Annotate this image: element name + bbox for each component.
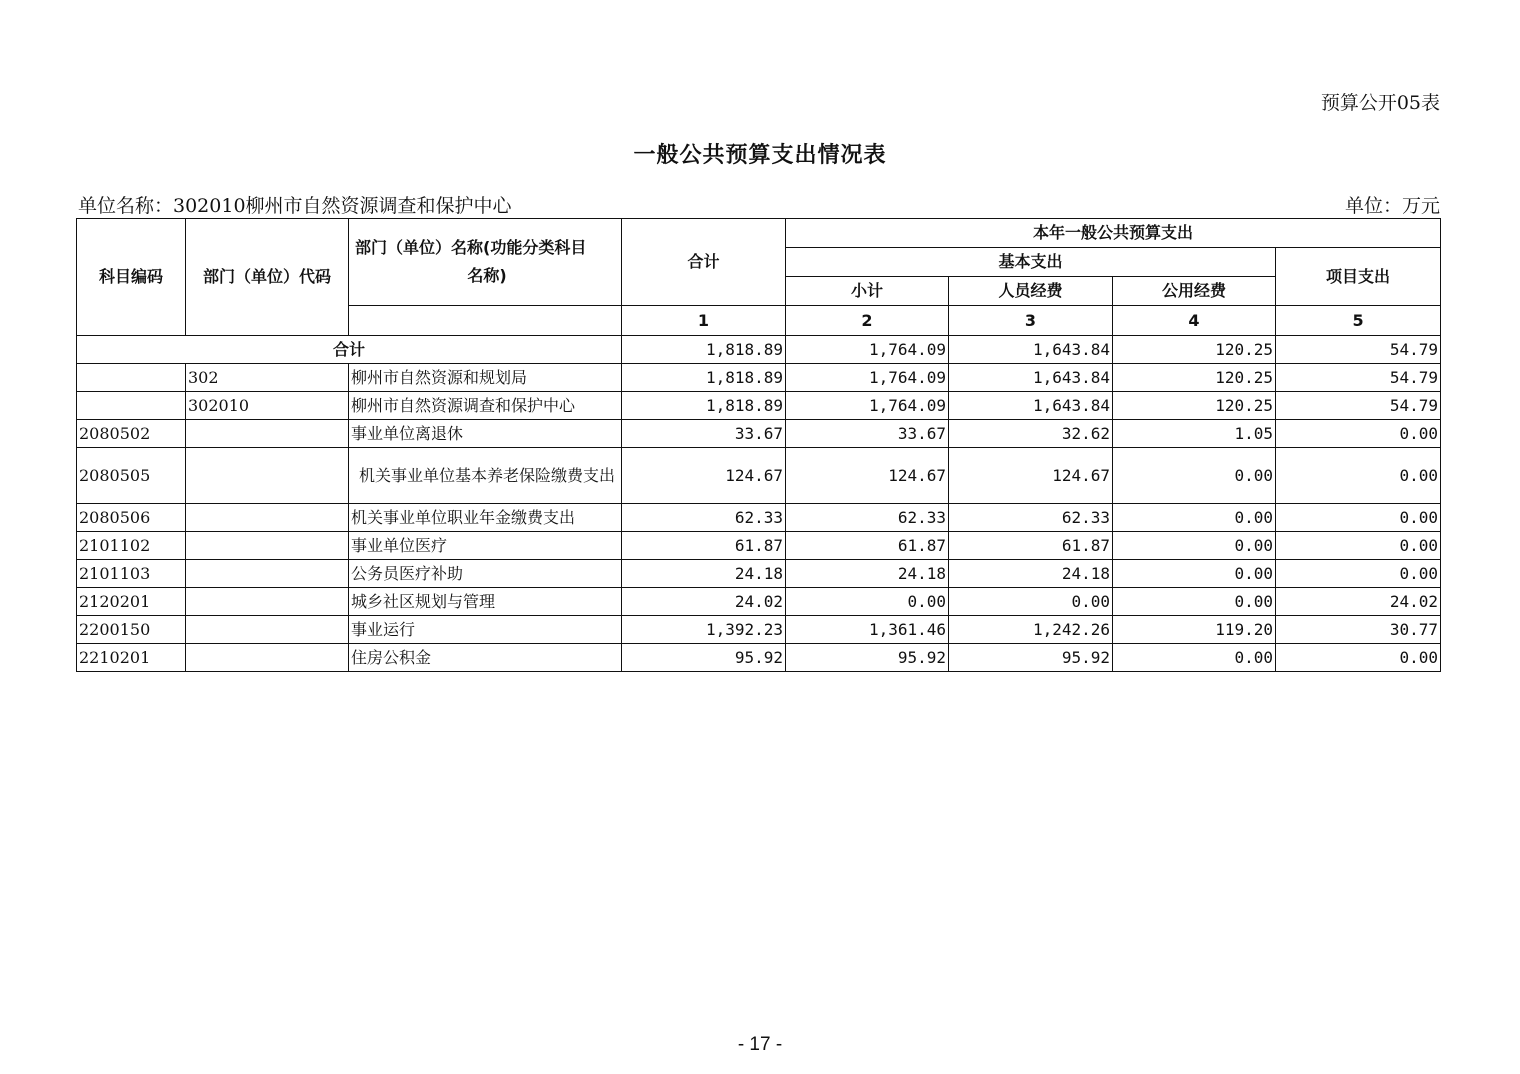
table-row bbox=[77, 420, 1441, 448]
cell-project: 0.00 bbox=[1276, 560, 1441, 588]
cell-name: 事业单位医疗 bbox=[349, 532, 622, 560]
cell-name: 柳州市自然资源和规划局 bbox=[349, 364, 622, 392]
cell-code: 2080505 bbox=[77, 448, 186, 504]
header-subject-code: 科目编码 bbox=[77, 219, 186, 336]
cell-total: 1,392.23 bbox=[622, 616, 786, 644]
header-dept-name bbox=[349, 219, 622, 306]
cell-public: 119.20 bbox=[1113, 616, 1276, 644]
cell-subtotal: 61.87 bbox=[786, 532, 949, 560]
cell-total: 61.87 bbox=[622, 532, 786, 560]
cell-code: 2080506 bbox=[77, 504, 186, 532]
cell-project: 54.79 bbox=[1276, 364, 1441, 392]
cell-code bbox=[77, 392, 186, 420]
cell-dept bbox=[186, 504, 349, 532]
cell-dept bbox=[186, 420, 349, 448]
cell-personnel: 62.33 bbox=[949, 504, 1113, 532]
cell-personnel: 95.92 bbox=[949, 644, 1113, 672]
cell-subtotal: 124.67 bbox=[786, 448, 949, 504]
cell-subtotal: 0.00 bbox=[786, 588, 949, 616]
cell-total: 33.67 bbox=[622, 420, 786, 448]
table-row bbox=[77, 504, 1441, 532]
table-row bbox=[77, 644, 1441, 672]
table-row bbox=[77, 616, 1441, 644]
cell-public: 0.00 bbox=[1113, 532, 1276, 560]
cell-project: 54.79 bbox=[1276, 392, 1441, 420]
table-row bbox=[77, 560, 1441, 588]
cell-subtotal: 1,764.09 bbox=[786, 336, 949, 364]
cell-subtotal: 95.92 bbox=[786, 644, 949, 672]
cell-public: 0.00 bbox=[1113, 644, 1276, 672]
cell-code: 2101102 bbox=[77, 532, 186, 560]
total-row bbox=[77, 336, 1441, 364]
total-label: 合计 bbox=[77, 336, 622, 364]
cell-name: 机关事业单位职业年金缴费支出 bbox=[349, 504, 622, 532]
cell-subtotal: 24.18 bbox=[786, 560, 949, 588]
cell-name: 机关事业单位基本养老保险缴费支出 bbox=[349, 448, 622, 504]
cell-public: 120.25 bbox=[1113, 364, 1276, 392]
cell-dept bbox=[186, 532, 349, 560]
cell-dept: 302 bbox=[186, 364, 349, 392]
cell-code bbox=[77, 364, 186, 392]
cell-subtotal: 1,764.09 bbox=[786, 392, 949, 420]
col-num: 4 bbox=[1113, 306, 1276, 336]
cell-project: 0.00 bbox=[1276, 644, 1441, 672]
cell-personnel: 124.67 bbox=[949, 448, 1113, 504]
cell-subtotal: 1,764.09 bbox=[786, 364, 949, 392]
cell-public: 120.25 bbox=[1113, 336, 1276, 364]
page-title: 一般公共预算支出情况表 bbox=[633, 142, 887, 168]
cell-project: 0.00 bbox=[1276, 448, 1441, 504]
cell-project: 30.77 bbox=[1276, 616, 1441, 644]
header-basic: 基本支出 bbox=[786, 248, 1276, 277]
cell-dept bbox=[186, 616, 349, 644]
cell-project: 0.00 bbox=[1276, 532, 1441, 560]
form-number: 预算公开05表 bbox=[1320, 92, 1440, 114]
header-dept-code: 部门（单位）代码 bbox=[186, 219, 349, 336]
cell-total: 1,818.89 bbox=[622, 392, 786, 420]
cell-project: 54.79 bbox=[1276, 336, 1441, 364]
cell-name: 事业运行 bbox=[349, 616, 622, 644]
cell-personnel: 1,643.84 bbox=[949, 392, 1113, 420]
cell-public: 0.00 bbox=[1113, 448, 1276, 504]
cell-dept bbox=[186, 588, 349, 616]
cell-name: 住房公积金 bbox=[349, 644, 622, 672]
cell-code: 2120201 bbox=[77, 588, 186, 616]
cell-subtotal: 62.33 bbox=[786, 504, 949, 532]
col-num: 3 bbox=[949, 306, 1113, 336]
header-project: 项目支出 bbox=[1276, 248, 1441, 306]
cell-personnel: 24.18 bbox=[949, 560, 1113, 588]
cell-dept bbox=[186, 448, 349, 504]
cell-public: 1.05 bbox=[1113, 420, 1276, 448]
header-dept-name-line1: 部门（单位）名称(功能分类科目 bbox=[355, 238, 587, 257]
cell-personnel: 1,242.26 bbox=[949, 616, 1113, 644]
budget-table bbox=[76, 218, 1441, 672]
cell-personnel: 0.00 bbox=[949, 588, 1113, 616]
header-subtotal: 小计 bbox=[786, 277, 949, 306]
cell-public: 120.25 bbox=[1113, 392, 1276, 420]
col-num-blank bbox=[349, 306, 622, 336]
cell-personnel: 32.62 bbox=[949, 420, 1113, 448]
cell-public: 0.00 bbox=[1113, 560, 1276, 588]
cell-code: 2080502 bbox=[77, 420, 186, 448]
page-number: - 17 - bbox=[737, 1034, 783, 1055]
cell-project: 24.02 bbox=[1276, 588, 1441, 616]
cell-total: 1,818.89 bbox=[622, 364, 786, 392]
cell-code: 2210201 bbox=[77, 644, 186, 672]
cell-name: 城乡社区规划与管理 bbox=[349, 588, 622, 616]
table-row bbox=[77, 588, 1441, 616]
cell-name: 公务员医疗补助 bbox=[349, 560, 622, 588]
header-current-year: 本年一般公共预算支出 bbox=[786, 219, 1441, 248]
header-personnel: 人员经费 bbox=[949, 277, 1113, 306]
cell-code: 2200150 bbox=[77, 616, 186, 644]
cell-total: 124.67 bbox=[622, 448, 786, 504]
header-public: 公用经费 bbox=[1113, 277, 1276, 306]
col-num: 2 bbox=[786, 306, 949, 336]
cell-subtotal: 1,361.46 bbox=[786, 616, 949, 644]
cell-name: 事业单位离退休 bbox=[349, 420, 622, 448]
cell-personnel: 1,643.84 bbox=[949, 364, 1113, 392]
header-dept-name-line2: 名称) bbox=[467, 266, 507, 285]
cell-subtotal: 33.67 bbox=[786, 420, 949, 448]
cell-dept bbox=[186, 644, 349, 672]
table-row bbox=[77, 448, 1441, 504]
cell-public: 0.00 bbox=[1113, 504, 1276, 532]
cell-total: 24.02 bbox=[622, 588, 786, 616]
cell-total: 24.18 bbox=[622, 560, 786, 588]
cell-project: 0.00 bbox=[1276, 420, 1441, 448]
col-num: 5 bbox=[1276, 306, 1441, 336]
cell-total: 1,818.89 bbox=[622, 336, 786, 364]
cell-personnel: 1,643.84 bbox=[949, 336, 1113, 364]
cell-dept: 302010 bbox=[186, 392, 349, 420]
cell-total: 62.33 bbox=[622, 504, 786, 532]
table-row bbox=[77, 532, 1441, 560]
cell-name: 柳州市自然资源调查和保护中心 bbox=[349, 392, 622, 420]
col-num: 1 bbox=[622, 306, 786, 336]
cell-code: 2101103 bbox=[77, 560, 186, 588]
unit-name: 单位名称：302010柳州市自然资源调查和保护中心 bbox=[78, 195, 512, 217]
cell-public: 0.00 bbox=[1113, 588, 1276, 616]
currency-unit: 单位：万元 bbox=[1344, 195, 1440, 217]
cell-total: 95.92 bbox=[622, 644, 786, 672]
cell-dept bbox=[186, 560, 349, 588]
cell-personnel: 61.87 bbox=[949, 532, 1113, 560]
header-total: 合计 bbox=[622, 219, 786, 306]
cell-project: 0.00 bbox=[1276, 504, 1441, 532]
table-row bbox=[77, 364, 1441, 392]
table-row bbox=[77, 392, 1441, 420]
